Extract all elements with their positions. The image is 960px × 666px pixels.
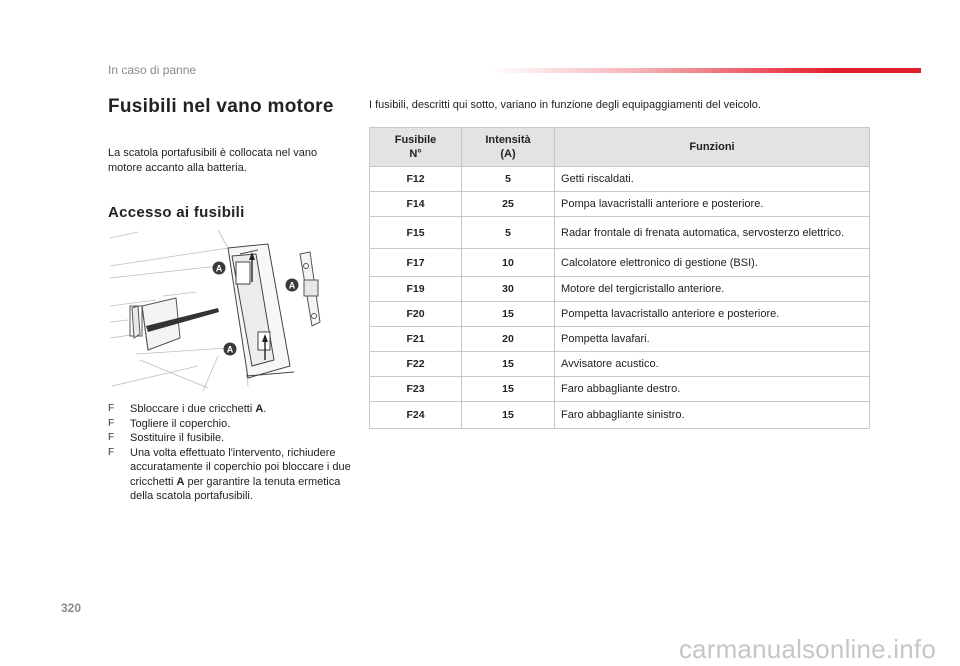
fuse-amperage: 15 bbox=[462, 402, 555, 429]
table-row bbox=[370, 277, 870, 302]
column-header-functions: Funzioni bbox=[555, 128, 870, 167]
table-row bbox=[370, 327, 870, 352]
svg-text:A: A bbox=[215, 263, 223, 274]
fuse-number: F21 bbox=[370, 327, 462, 352]
fuse-number: F22 bbox=[370, 352, 462, 377]
fuse-function: Radar frontale di frenata automatica, servosterzo elettrico. bbox=[555, 217, 870, 249]
fuse-number: F15 bbox=[370, 217, 462, 249]
callout-a-icon bbox=[286, 279, 299, 292]
header-section-label: In caso di panne bbox=[108, 63, 197, 77]
fuse-number: F23 bbox=[370, 377, 462, 402]
fuse-function: Calcolatore elettronico di gestione (BSI). bbox=[555, 249, 870, 277]
fuse-amperage: 20 bbox=[462, 327, 555, 352]
fuse-function: Motore del tergicristallo anteriore. bbox=[555, 277, 870, 302]
fuse-number: F24 bbox=[370, 402, 462, 429]
arrow-bullet-icon: F bbox=[108, 446, 115, 458]
fuse-table bbox=[369, 127, 870, 429]
table-row bbox=[370, 377, 870, 402]
fuse-number: F12 bbox=[370, 167, 462, 192]
arrow-bullet-icon: F bbox=[108, 432, 115, 443]
fuse-function: Getti riscaldati. bbox=[555, 167, 870, 192]
fuse-number: F14 bbox=[370, 192, 462, 217]
instruction-list bbox=[108, 402, 353, 504]
svg-text:A: A bbox=[226, 344, 234, 355]
table-row bbox=[370, 249, 870, 277]
fuse-amperage: 15 bbox=[462, 377, 555, 402]
page-number: 320 bbox=[61, 601, 82, 615]
fuse-box-illustration bbox=[108, 226, 348, 392]
fuse-function: Avvisatore acustico. bbox=[555, 352, 870, 377]
fuse-number: F17 bbox=[370, 249, 462, 277]
fuse-number: F20 bbox=[370, 302, 462, 327]
arrow-bullet-icon: F bbox=[108, 417, 115, 429]
callout-a-icon bbox=[213, 262, 226, 275]
table-row bbox=[370, 402, 870, 429]
fuse-amperage: 5 bbox=[462, 217, 555, 249]
table-row bbox=[370, 302, 870, 327]
instruction-step: F Una volta effettuato l'intervento, richiudere accuratamente il coperchio poi bloccare i due cricchetti A per garantire la tenuta ermetica della scatola portafusibili. bbox=[108, 446, 351, 502]
intro-text: La scatola portafusibili è collocata nel vano motore accanto alla batteria. bbox=[108, 147, 318, 174]
instruction-step: F Sostituire il fusibile. bbox=[108, 432, 225, 444]
table-header-row bbox=[370, 128, 870, 167]
fuse-function: Pompetta lavafari. bbox=[555, 327, 870, 352]
fuse-function: Pompa lavacristalli anteriore e posteriore. bbox=[555, 192, 870, 217]
svg-text:A: A bbox=[288, 280, 296, 291]
column-header-fuse: Fusibile N° bbox=[370, 128, 462, 167]
section-subtitle: Accesso ai fusibili bbox=[108, 204, 245, 221]
fuse-amperage: 15 bbox=[462, 352, 555, 377]
instruction-step: F Togliere il coperchio. bbox=[108, 417, 231, 430]
fuse-function: Pompetta lavacristallo anteriore e posteriore. bbox=[555, 302, 870, 327]
table-row bbox=[370, 217, 870, 249]
arrow-bullet-icon: F bbox=[108, 403, 115, 414]
table-row bbox=[370, 192, 870, 217]
header-accent-line bbox=[490, 68, 921, 73]
page-title: Fusibili nel vano motore bbox=[108, 96, 334, 117]
fuse-function: Faro abbagliante sinistro. bbox=[555, 402, 870, 429]
column-header-amperage: Intensità (A) bbox=[462, 128, 555, 167]
fuse-amperage: 25 bbox=[462, 192, 555, 217]
instruction-step: F Sbloccare i due cricchetti A. bbox=[108, 403, 267, 415]
fuse-number: F19 bbox=[370, 277, 462, 302]
table-intro-text: I fusibili, descritti qui sotto, variano in funzione degli equipaggiamenti del veicolo. bbox=[369, 99, 761, 111]
fuse-amperage: 10 bbox=[462, 249, 555, 277]
fuse-amperage: 5 bbox=[462, 167, 555, 192]
fuse-function: Faro abbagliante destro. bbox=[555, 377, 870, 402]
table-row bbox=[370, 352, 870, 377]
callout-a-icon bbox=[224, 343, 237, 356]
watermark-text: carmanualsonline.info bbox=[678, 634, 936, 664]
fuse-amperage: 15 bbox=[462, 302, 555, 327]
table-row bbox=[370, 167, 870, 192]
fuse-amperage: 30 bbox=[462, 277, 555, 302]
